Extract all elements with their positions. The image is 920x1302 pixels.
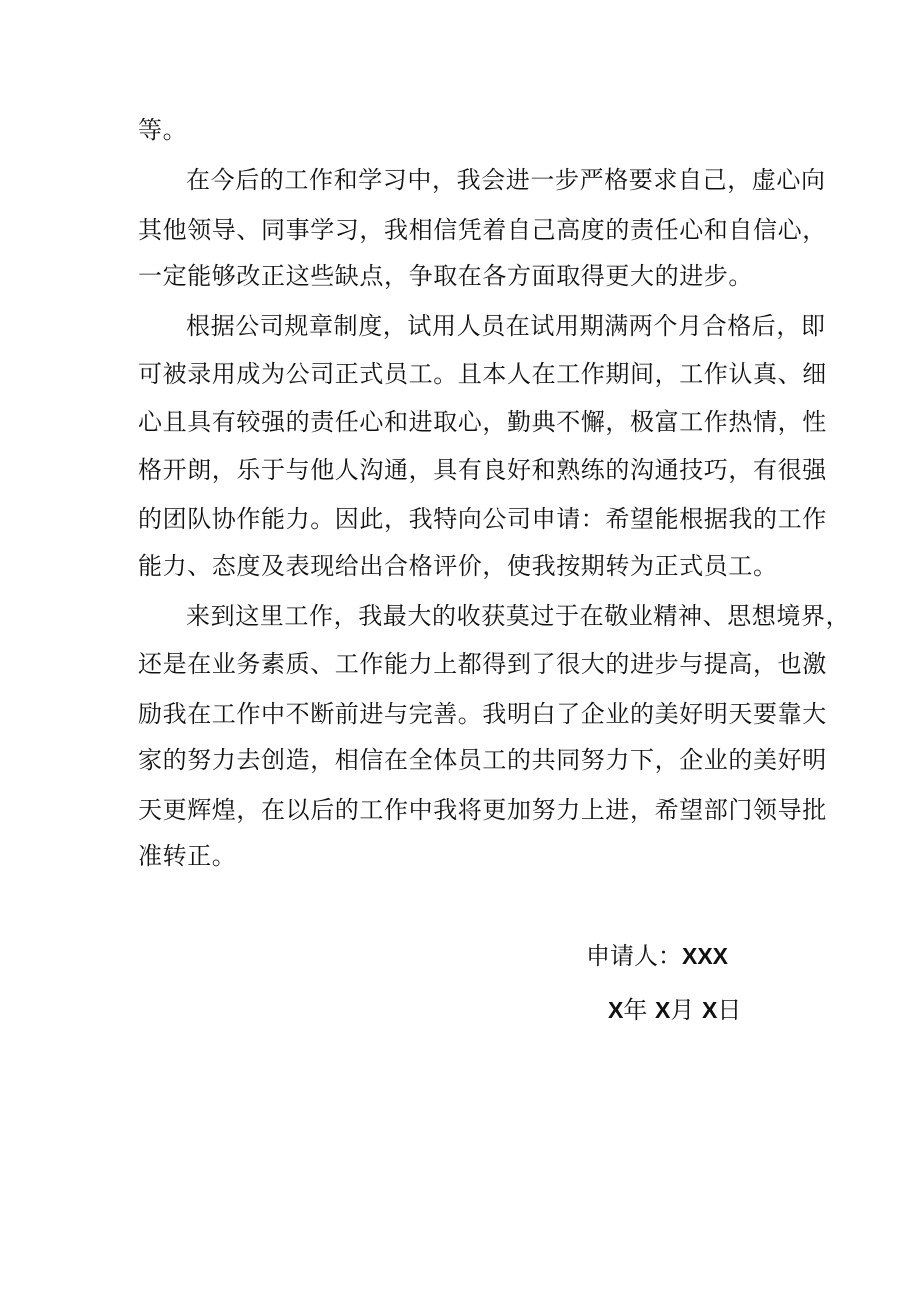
signature-name: XXX [682, 943, 729, 969]
date-year-unit: 年 [623, 996, 648, 1024]
text-line: 家的努力去创造，相信在全体员工的共同努力下，企业的美好明 [138, 746, 827, 774]
text-line: 准转正。 [138, 842, 237, 870]
text-line: 其他领导、同事学习，我相信凭着自己高度的责任心和自信心， [138, 216, 827, 244]
signature-label: 申请人： [586, 942, 682, 970]
date-year-value: X [608, 997, 624, 1023]
text-line: 等。 [138, 116, 188, 144]
text-line: 还是在业务素质、工作能力上都得到了很大的进步与提高，也激 [138, 650, 827, 678]
date-day-unit: 日 [717, 996, 742, 1024]
date-line [608, 994, 741, 1026]
paragraph-first-line: 在今后的工作和学习中，我会进一步严格要求自己，虚心向 [186, 166, 826, 194]
text-line: 励我在工作中不断前进与完善。我明白了企业的美好明天要靠大 [138, 700, 827, 728]
text-line: 一定能够改正这些缺点，争取在各方面取得更大的进步。 [138, 262, 753, 290]
paragraph-first-line: 来到这里工作，我最大的收获莫过于在敬业精神、思想境界， [186, 602, 851, 630]
date-month-unit: 月 [670, 996, 695, 1024]
date-day-value: X [701, 997, 718, 1023]
paragraph-first-line: 根据公司规章制度，试用人员在试用期满两个月合格后，即 [186, 312, 826, 340]
text-line: 心且具有较强的责任心和进取心，勤典不懈，极富工作热情，性 [138, 408, 827, 436]
date-month-value: X [654, 997, 671, 1023]
text-line: 的团队协作能力。因此，我特向公司申请：希望能根据我的工作 [138, 505, 827, 533]
text-line: 能力、态度及表现给出合格评价，使我按期转为正式员工。 [138, 552, 778, 580]
signature-line [586, 940, 728, 972]
text-line: 可被录用成为公司正式员工。且本人在工作期间，工作认真、细 [138, 360, 827, 388]
text-line: 格开朗，乐于与他人沟通，具有良好和熟练的沟通技巧，有很强 [138, 456, 827, 484]
text-line: 天更辉煌，在以后的工作中我将更加努力上进，希望部门领导批 [138, 796, 827, 824]
